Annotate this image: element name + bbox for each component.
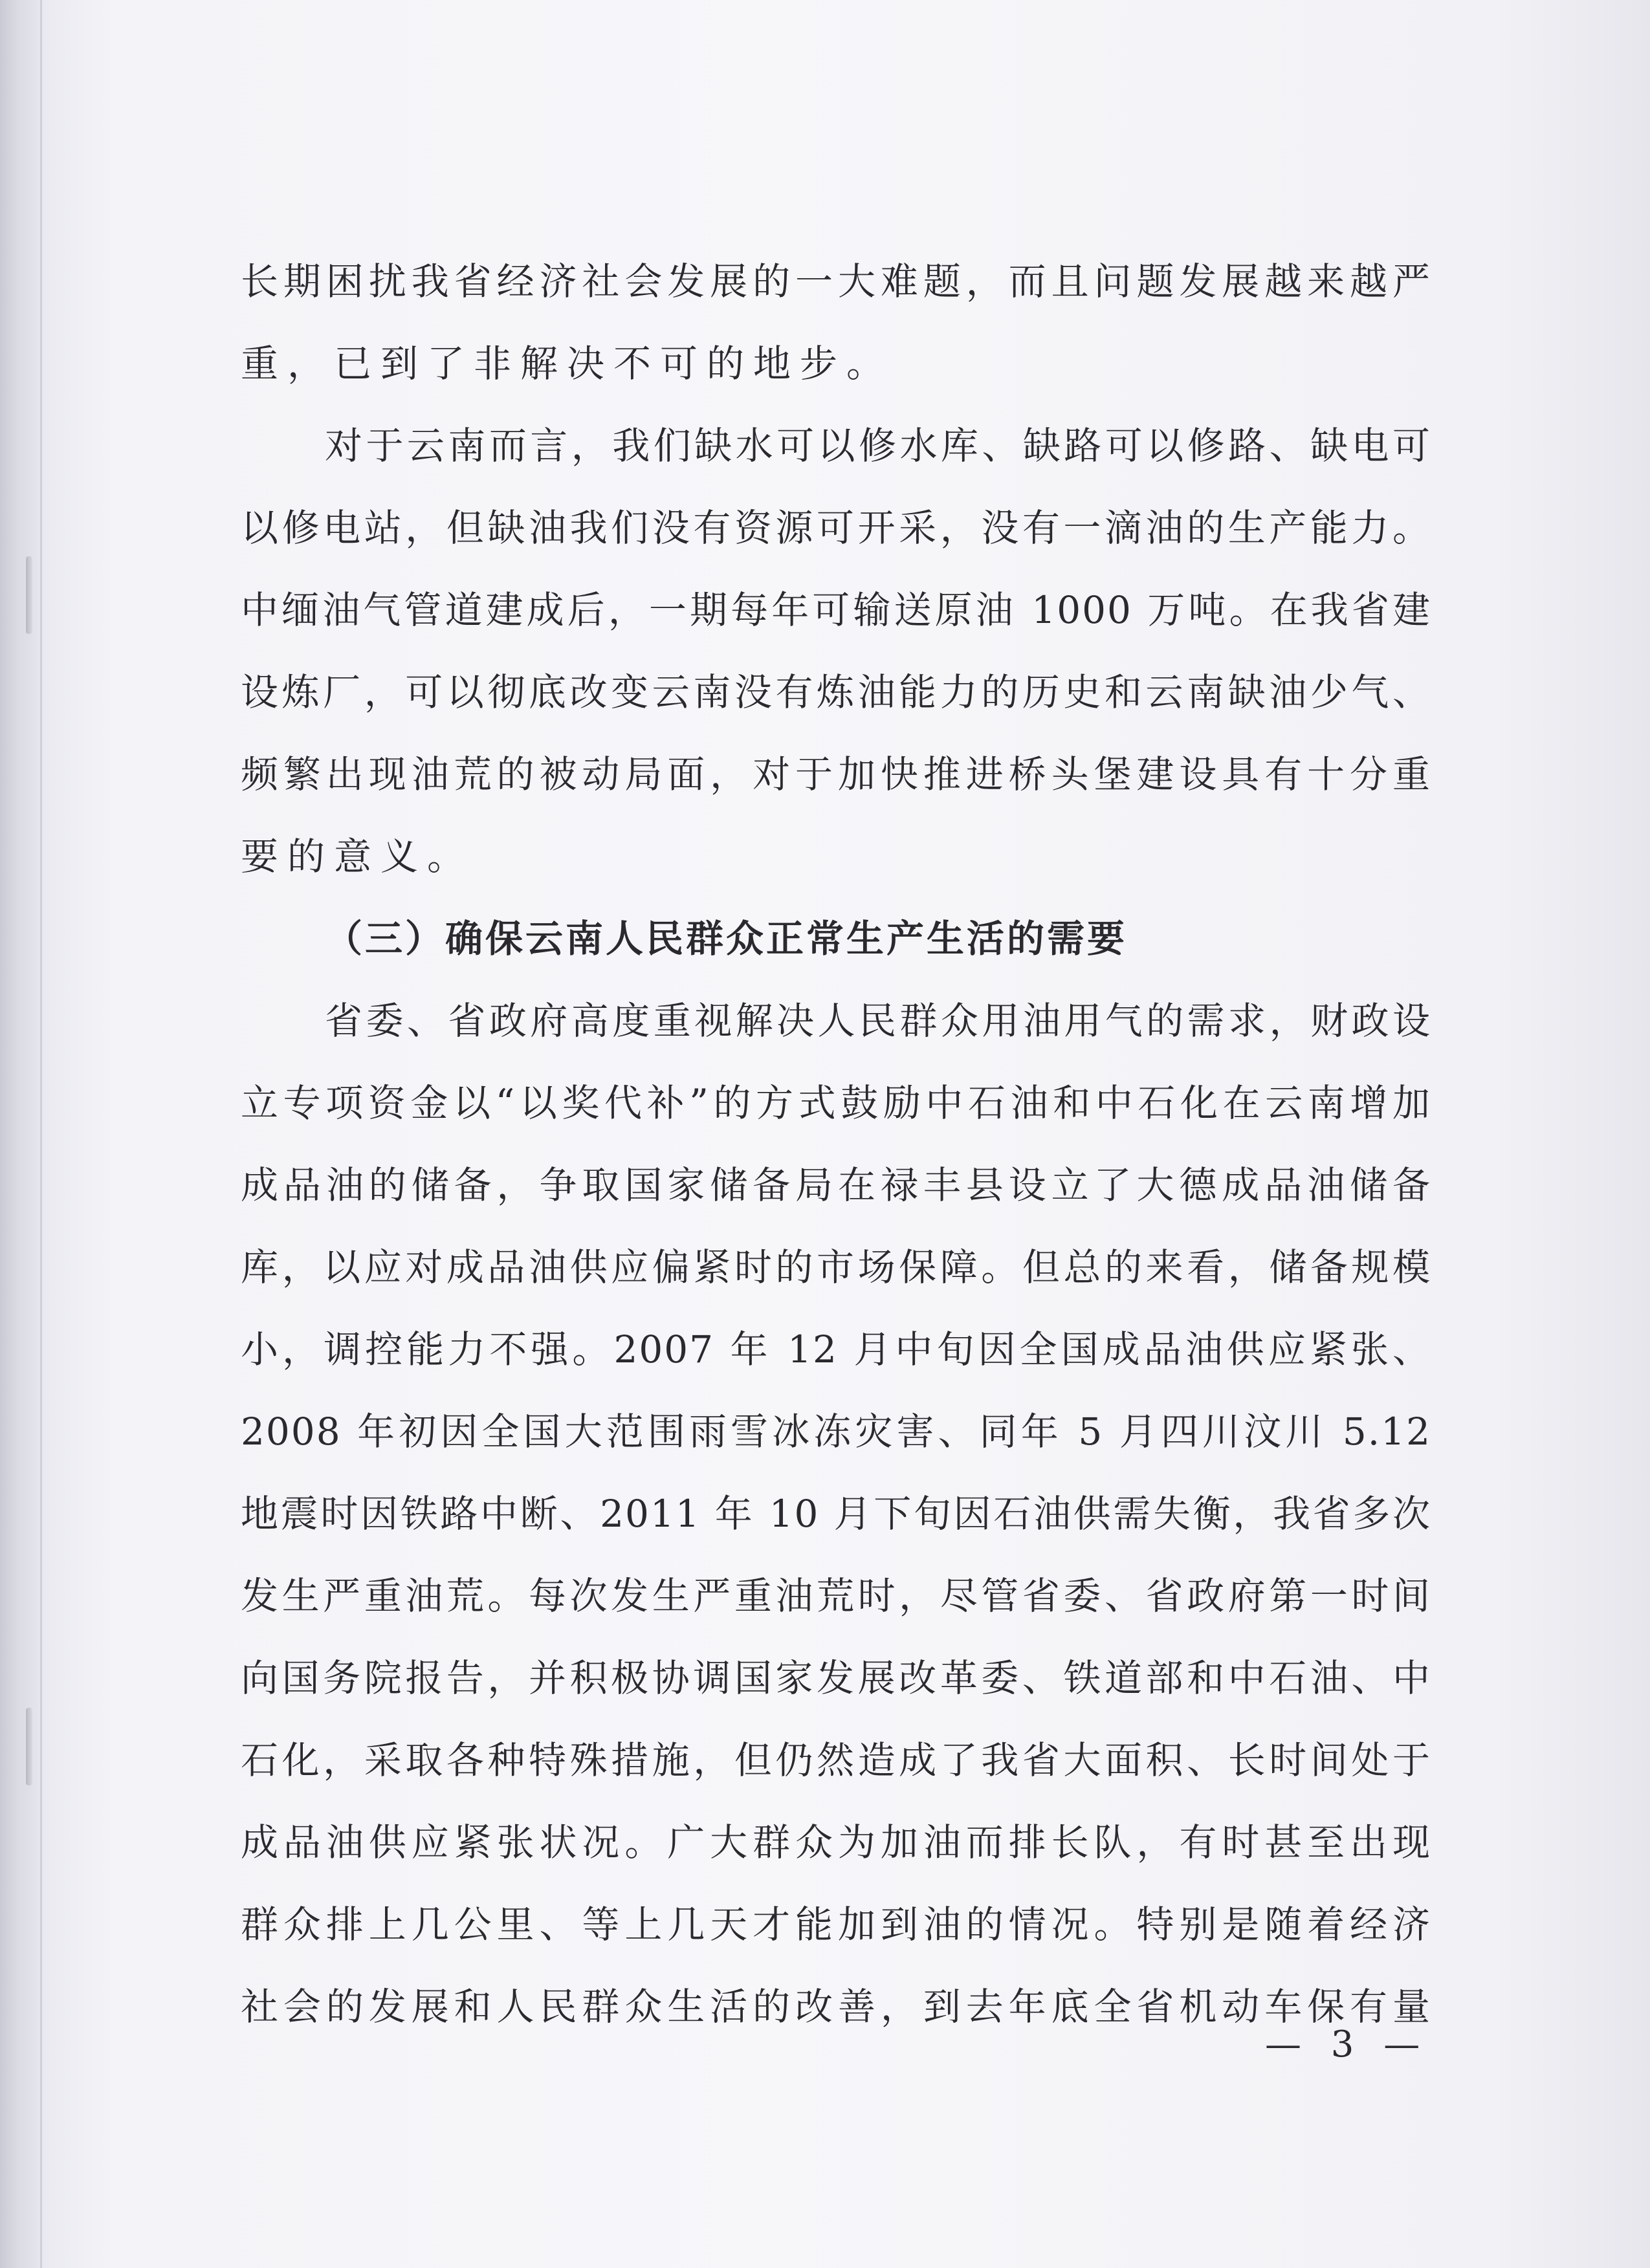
text-line: 省委、省政府高度重视解决人民群众用油用气的需求，财政设 [325,999,1431,1043]
text-line: 重，已到了非解决不可的地步。 [241,342,894,386]
text-line: 以修电站，但缺油我们没有资源可开采，没有一滴油的生产能力。 [241,506,1431,550]
document-body [241,241,1431,2048]
binding-shadow [0,0,45,2268]
text-line: 频繁出现油荒的被动局面，对于加快推进桥头堡建设具有十分重 [241,752,1431,796]
page-number: — 3 — [1265,2023,1429,2066]
staple-mark [26,1708,32,1785]
section-heading: （三）确保云南人民群众正常生产生活的需要 [325,917,1128,961]
text-line: 对于云南而言，我们缺水可以修水库、缺路可以修路、缺电可 [325,424,1431,468]
text-line: 向国务院报告，并积极协调国家发展改革委、铁道部和中石油、中 [241,1656,1431,1700]
text-line: 成品油的储备，争取国家储备局在禄丰县设立了大德成品油储备 [241,1163,1431,1207]
text-line: 群众排上几公里、等上几天才能加到油的情况。特别是随着经济 [241,1903,1431,1946]
text-line: 库，以应对成品油供应偏紧时的市场保障。但总的来看，储备规模 [241,1245,1431,1289]
text-line: 中缅油气管道建成后，一期每年可输送原油 1000 万吨。在我省建 [241,588,1431,632]
text-line: 要的意义。 [241,834,474,878]
text-line: 成品油供应紧张状况。广大群众为加油而排长队，有时甚至出现 [241,1820,1431,1864]
text-line: 社会的发展和人民群众生活的改善，到去年底全省机动车保有量 [241,1985,1431,2029]
text-line: 石化，采取各种特殊措施，但仍然造成了我省大面积、长时间处于 [241,1738,1431,1782]
text-line: 地震时因铁路中断、2011 年 10 月下旬因石油供需失衡，我省多次 [241,1492,1431,1536]
text-line: 小，调控能力不强。2007 年 12 月中旬因全国成品油供应紧张、 [241,1327,1431,1371]
binding-fold-line [40,0,42,2268]
text-line: 立专项资金以“以奖代补”的方式鼓励中石油和中石化在云南增加 [241,1081,1431,1125]
staple-mark [26,556,32,634]
text-line: 设炼厂，可以彻底改变云南没有炼油能力的历史和云南缺油少气、 [241,670,1431,714]
text-line: 长期困扰我省经济社会发展的一大难题，而且问题发展越来越严 [241,259,1431,303]
text-line: 2008 年初因全国大范围雨雪冰冻灾害、同年 5 月四川汶川 5.12 [241,1410,1431,1454]
text-line: 发生严重油荒。每次发生严重油荒时，尽管省委、省政府第一时间 [241,1574,1431,1618]
